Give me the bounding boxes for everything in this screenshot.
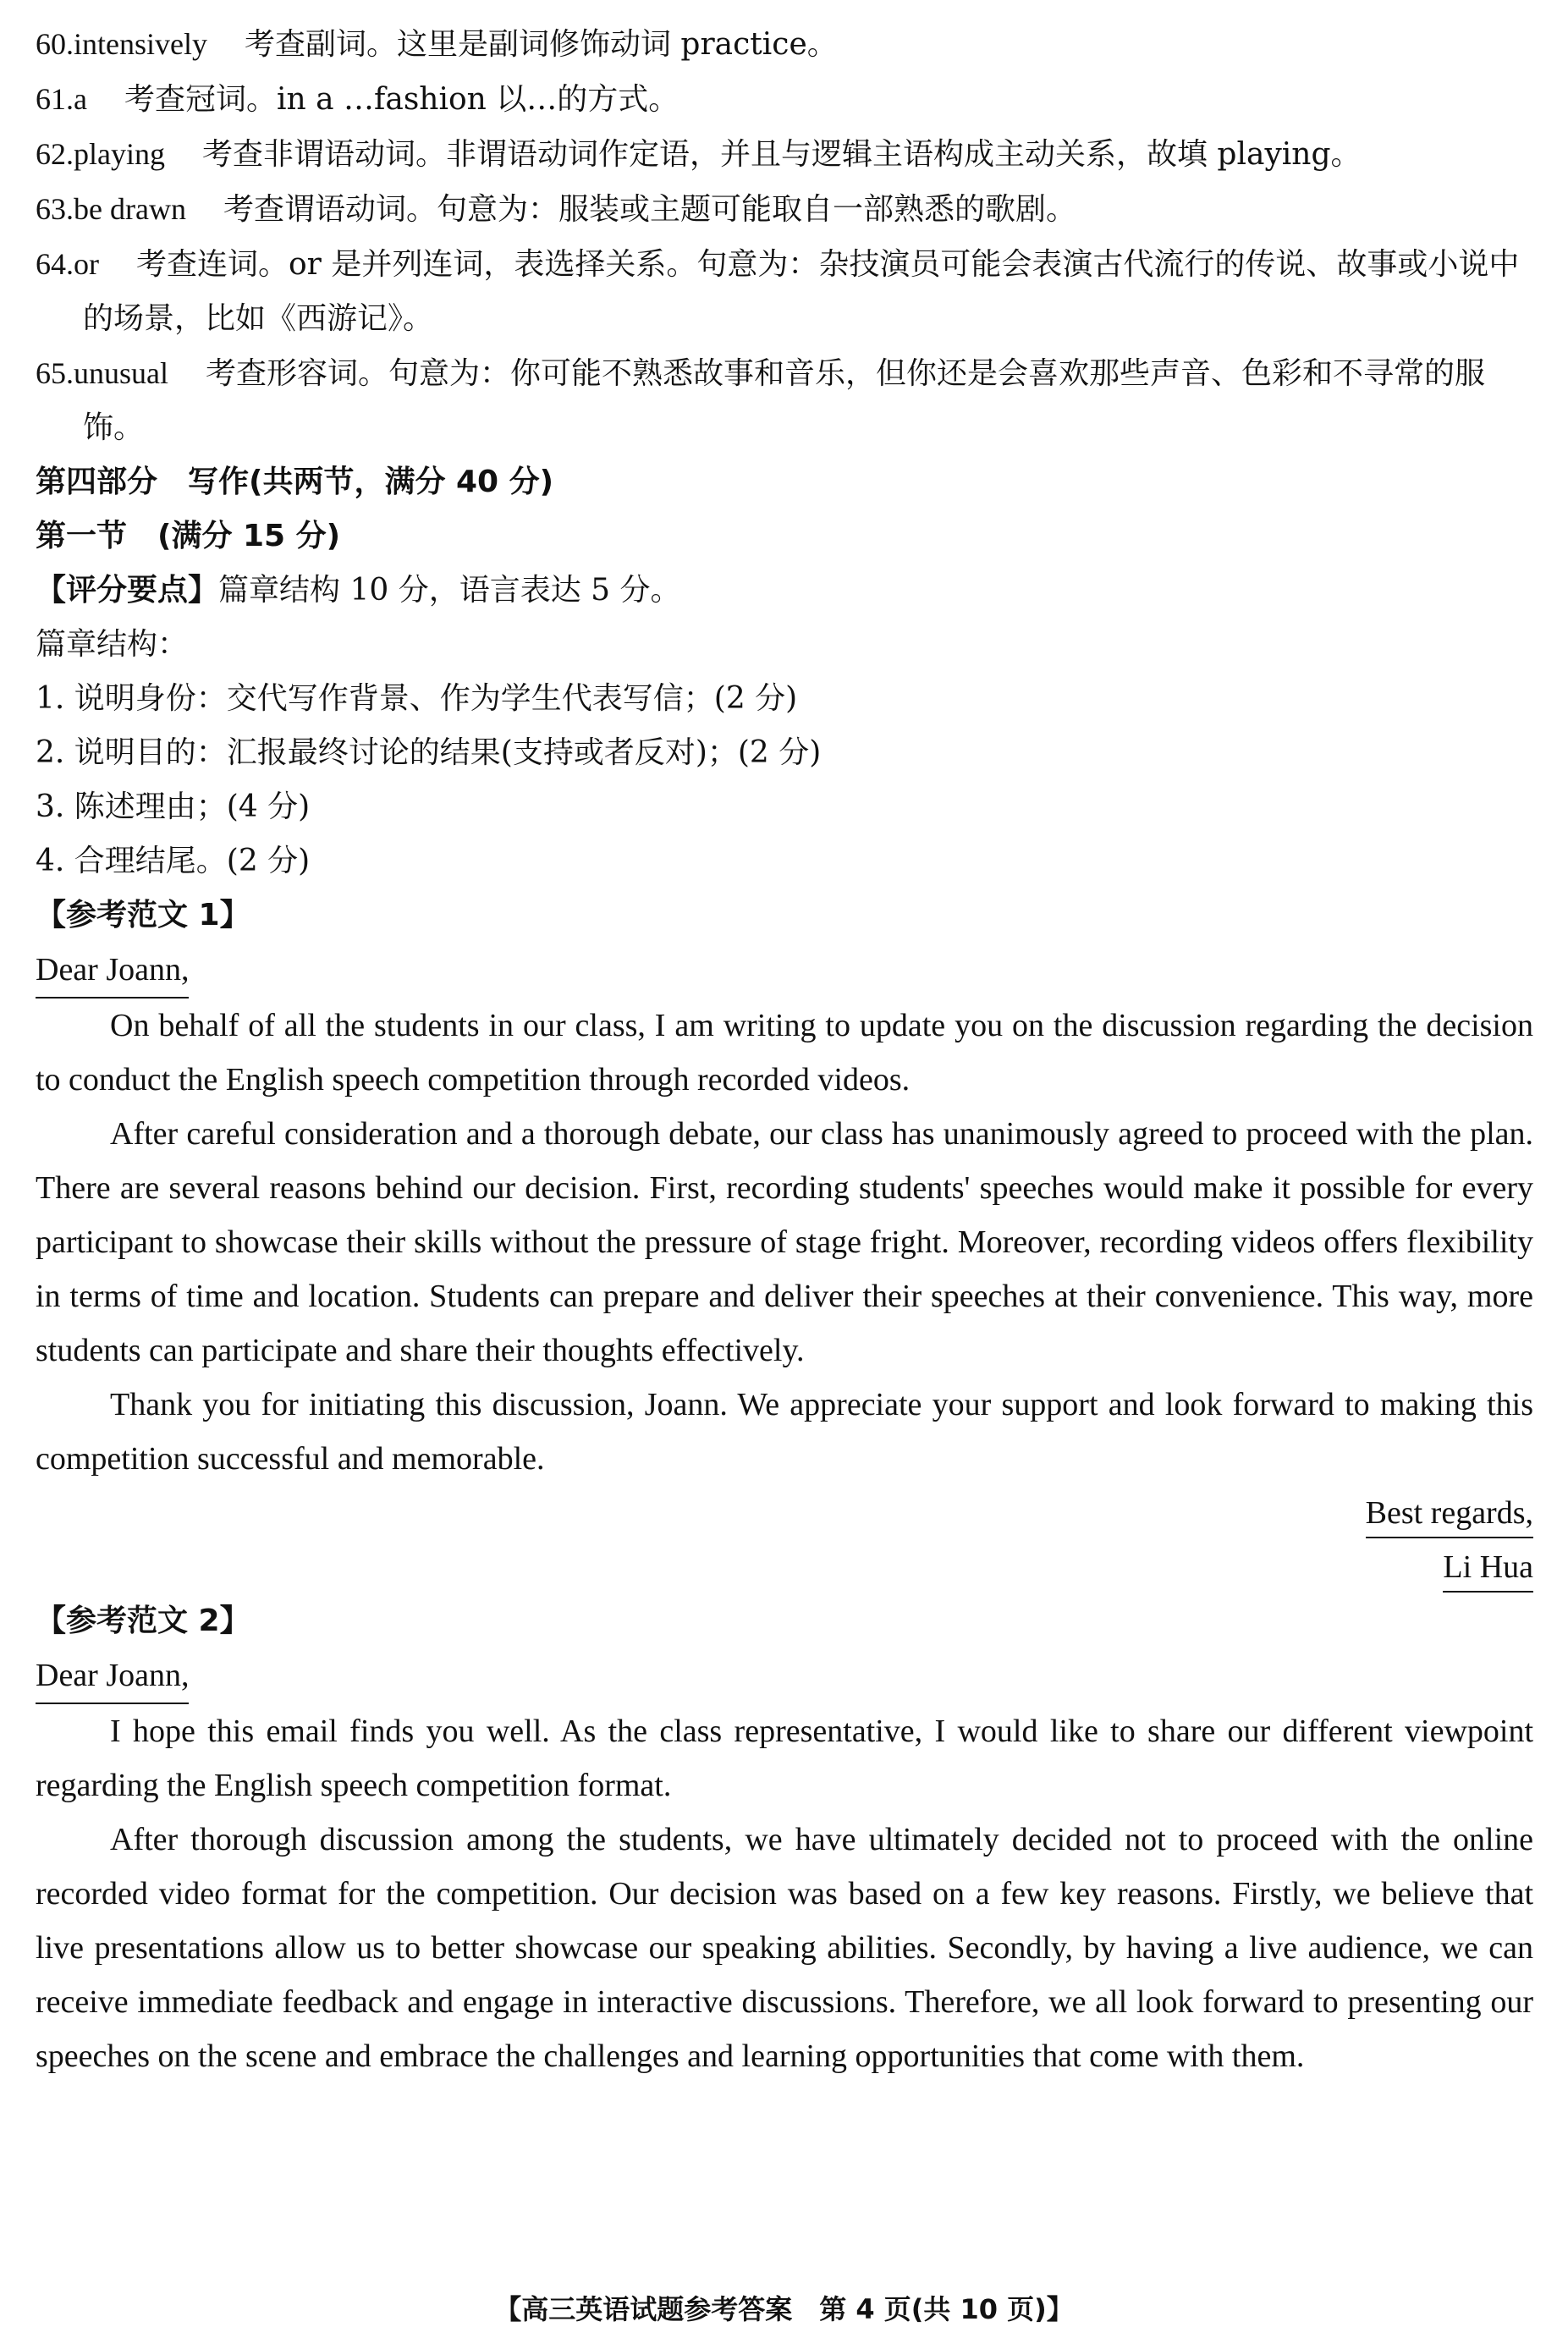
answer-item-60 [36,17,1533,72]
sample-essay-2-heading: 【参考范文 2】 [36,1604,250,1638]
answer-word: unusual [74,356,168,390]
answer-explanation: 考查形容词。句意为：你可能不熟悉故事和音乐，但你还是会喜欢那些声音、色彩和不寻常的服饰。 [83,356,1486,445]
answer-item-65 [36,346,1533,455]
answer-explanation: 考查冠词。in a …fashion 以…的方式。 [124,82,679,117]
signature-line [36,1540,1533,1594]
answer-number: 62. [36,137,74,171]
answer-page [36,17,1533,2083]
answer-explanation: 考查连词。or 是并列连词，表选择关系。句意为：杂技演员可能会表演古代流行的传说、故事或小说中的场景，比如《西游记》。 [83,247,1520,336]
answer-word: playing [74,137,165,171]
essay-paragraph: After careful consideration and a thorough debate, our class has unanimously agreed to proceed with the plan. There are several reasons behind our decision. First, recording students' speeches would make it possible for every participant to showcase their skills without the pressure of stage fright. Moreover, recording videos offers flexibility in terms of time and location. Students can prepare and deliver their speeches at their convenience. This way, more students can participate and share their thoughts effectively. [36,1116,1533,1368]
essay-paragraph: Thank you for initiating this discussion, Joann. We appreciate your support and look forward to making this competition successful and memorable. [36,1387,1533,1477]
structure-item: 3. 陈述理由；(4 分) [36,789,311,824]
answer-explanation: 考查谓语动词。句意为：服装或主题可能取自一部熟悉的歌剧。 [223,192,1076,227]
scoring-label: 【评分要点】 [36,573,219,608]
structure-item: 1. 说明身份：交代写作背景、作为学生代表写信；(2 分) [36,681,798,716]
structure-label: 篇章结构： [36,627,189,662]
essay-paragraph: I hope this email finds you well. As the class representative, I would like to share our different viewpoint regarding the English speech competition format. [36,1714,1533,1803]
answer-word: or [74,247,99,281]
answer-item-63 [36,182,1533,237]
sample-essay-1 [36,943,1533,1594]
essay-paragraph: On behalf of all the students in our class, I am writing to update you on the discussion regarding the decision to conduct the English speech competition through recorded videos. [36,1008,1533,1097]
closing: Best regards, [1366,1489,1533,1538]
scoring-points [36,564,1533,618]
section1-heading: 第一节 (满分 15 分) [36,519,341,553]
structure-item: 4. 合理结尾。(2 分) [36,844,311,878]
answer-explanation: 考查副词。这里是副词修饰动词 practice。 [244,27,838,62]
salutation: Dear Joann, [36,1648,189,1704]
essay-paragraph: After thorough discussion among the students, we have ultimately decided not to proceed with the online recorded video format for the competition. Our decision was based on a few key reasons. Firstly, we believe that live presentations allow us to better showcase our speaking abilities. Secondly, by having a live audience, we can receive immediate feedback and engage in interactive discussions. Therefore, we all look forward to presenting our speeches on the scene and embrace the challenges and learning opportunities that come with them. [36,1822,1533,2074]
answer-item-61 [36,72,1533,127]
answer-word: be drawn [74,192,186,226]
answer-explanation: 考查非谓语动词。非谓语动词作定语，并且与逻辑主语构成主动关系，故填 playing。 [201,137,1362,172]
answer-number: 61. [36,82,74,116]
scoring-text: 篇章结构 10 分，语言表达 5 分。 [218,573,681,608]
answer-number: 65. [36,356,74,390]
answer-item-62 [36,127,1533,182]
answer-number: 63. [36,192,74,226]
closing-line [36,1486,1533,1540]
structure-item: 2. 说明目的：汇报最终讨论的结果(支持或者反对)；(2 分) [36,735,822,770]
answer-word: a [74,82,87,116]
sample-essay-1-heading: 【参考范文 1】 [36,898,250,932]
answer-item-64 [36,237,1533,346]
page-footer: 【高三英语试题参考答案 第 4 页(共 10 页)】 [494,2293,1074,2325]
answer-number: 64. [36,247,74,281]
part4-heading: 第四部分 写作(共两节，满分 40 分) [36,465,554,499]
answer-number: 60. [36,27,74,61]
signature: Li Hua [1443,1543,1533,1593]
salutation: Dear Joann, [36,943,189,998]
sample-essay-2 [36,1648,1533,2083]
answer-word: intensively [74,27,207,61]
